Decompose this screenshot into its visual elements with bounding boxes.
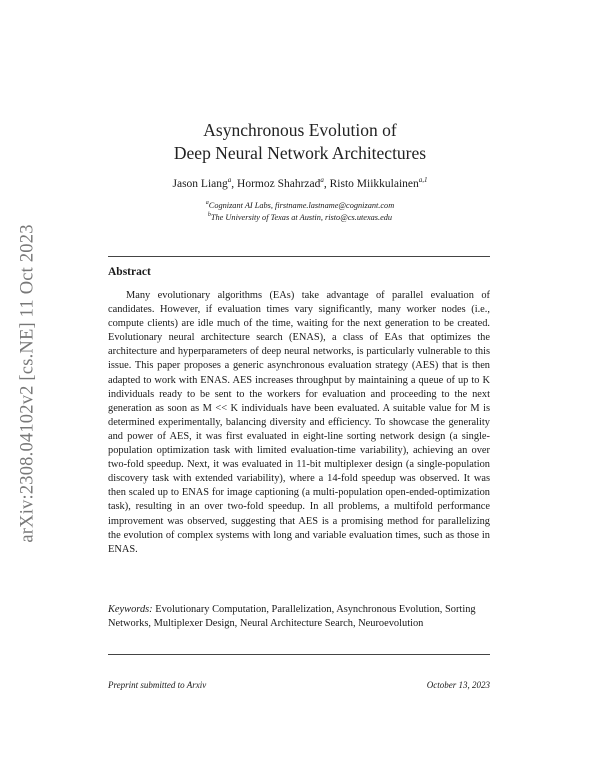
author-name: Jason Liang	[172, 177, 228, 190]
bottom-divider	[108, 654, 490, 655]
arxiv-identifier-text: arXiv:2308.04102v2 [cs.NE] 11 Oct 2023	[17, 223, 38, 543]
arxiv-identifier	[6, 210, 50, 556]
footer-submission-note: Preprint submitted to Arxiv	[108, 680, 207, 690]
affiliation	[0, 212, 600, 222]
affiliation-mark: b	[207, 212, 211, 218]
author-mark: a,1	[418, 176, 428, 184]
footer-date: October 13, 2023	[426, 680, 490, 690]
keywords	[108, 603, 490, 631]
keywords-list: Evolutionary Computation, Parallelization, Asynchronous Evolution, Sorting Networks, Multiplexer Design, Neural Architecture Search, Neuroevolution	[108, 604, 476, 630]
author-name: Hormoz Shahrzad	[237, 177, 321, 190]
abstract-body: Many evolutionary algorithms (EAs) take advantage of parallel evaluation of candidates. However, if evaluation times vary significantly, many worker nodes (i.e., compute clients) are idle much of the time, waiting for the next generation to be created. Evolutionary neural architecture search (ENAS), a class of EAs that optimizes the architecture and hyperparameters of deep neural networks, is particularly vulnerable to this issue. This paper proposes a generic asynchronous evaluation strategy (AES) that is then adapted to work with ENAS. AES increases throughput by maintaining a queue of up to K individuals ready to be sent to the workers for evaluation and proceeding to the next generation as soon as M << K individuals have been evaluated. A suitable value for M is determined experimentally, balancing diversity and efficiency. To showcase the generality and power of AES, it was first evaluated in eight-line sorting network design (a single-population optimization task with limited evaluation-time variability), achieving an over two-fold speedup. Next, it was evaluated in 11-bit multiplexer design (a single-population discovery task with extended variability), where a 14-fold speedup was observed. It was then scaled up to ENAS for image captioning (a multi-population open-ended-optimization task), resulting in an over two-fold speedup. In all problems, a multifold performance improvement was observed, suggesting that AES is a promising method for parallelizing the evolution of complex systems with long and variable evaluation times, such as those in ENAS.	[108, 290, 490, 555]
keywords-label: Keywords:	[108, 604, 153, 615]
affiliation-text: Cognizant AI Labs, firstname.lastname@cognizant.com	[208, 200, 395, 210]
author-name: Risto Miikkulainen	[329, 177, 419, 190]
abstract-heading: Abstract	[108, 266, 151, 278]
author-mark: a	[227, 176, 232, 184]
author-list: Jason Liang$^a$, Hormoz Shahrzad$^a$, Risto Miikkulainen$^{a,1}$	[172, 176, 428, 190]
top-divider	[108, 256, 490, 257]
affiliation	[0, 200, 600, 210]
affiliation-mark: a	[205, 200, 209, 206]
author-mark: a	[320, 176, 324, 184]
affiliation-text: The University of Texas at Austin, risto@cs.utexas.edu	[210, 212, 393, 222]
paper-title-line-1: Asynchronous Evolution of	[203, 120, 397, 140]
paper-title-line-2: Deep Neural Network Architectures	[173, 143, 427, 163]
